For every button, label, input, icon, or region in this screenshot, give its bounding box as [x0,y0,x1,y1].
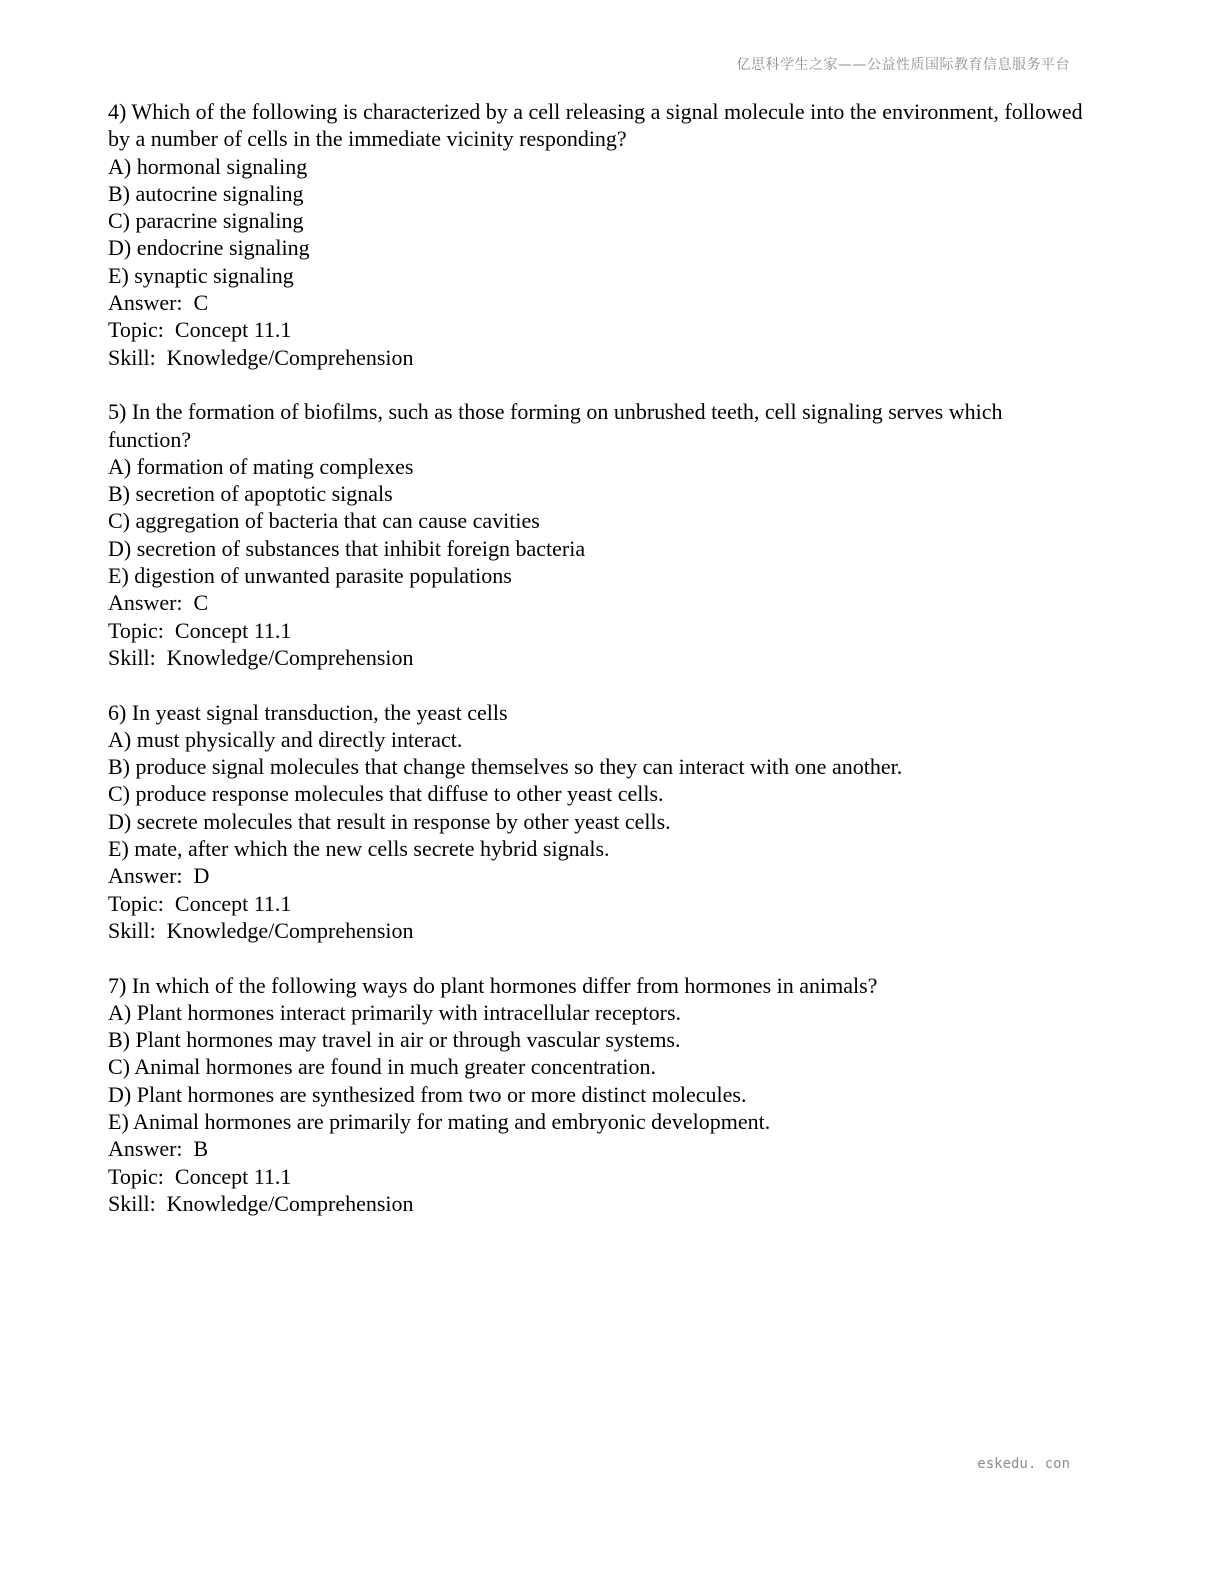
question-6 [108,699,1088,945]
question-7 [108,972,1088,1218]
topic-line: Topic: Concept 11.1 [108,1163,292,1189]
option-a: A) formation of mating complexes [108,453,414,479]
topic-line: Topic: Concept 11.1 [108,617,292,643]
option-c: C) Animal hormones are found in much greater concentration. [108,1054,656,1080]
question-stem: 7) In which of the following ways do plant hormones differ from hormones in animals? [108,972,878,998]
option-a: A) hormonal signaling [108,153,308,179]
option-b: B) produce signal molecules that change themselves so they can interact with one another. [108,754,903,780]
question-list [108,98,1088,1244]
option-e: E) Animal hormones are primarily for mating and embryonic development. [108,1108,771,1134]
option-e: E) mate, after which the new cells secrete hybrid signals. [108,836,610,862]
option-c: C) paracrine signaling [108,208,304,234]
topic-line: Topic: Concept 11.1 [108,890,292,916]
option-e: E) digestion of unwanted parasite populations [108,563,512,589]
topic-line: Topic: Concept 11.1 [108,317,292,343]
option-b: B) secretion of apoptotic signals [108,481,393,507]
skill-line: Skill: Knowledge/Comprehension [108,644,414,670]
option-c: C) aggregation of bacteria that can cause cavities [108,508,540,534]
question-4 [108,98,1088,371]
option-a: A) Plant hormones interact primarily with intracellular receptors. [108,999,682,1025]
question-stem: 4) Which of the following is characterized by a cell releasing a signal molecule into the environment, followed by a number of cells in the immediate vicinity responding? [108,99,1089,152]
option-d: D) secrete molecules that result in response by other yeast cells. [108,808,671,834]
option-d: D) secretion of substances that inhibit foreign bacteria [108,535,586,561]
page-header: 亿思科学生之家——公益性质国际教育信息服务平台 [736,57,1070,73]
option-a: A) must physically and directly interact. [108,726,463,752]
question-5 [108,398,1088,671]
skill-line: Skill: Knowledge/Comprehension [108,344,414,370]
option-b: B) autocrine signaling [108,180,304,206]
skill-line: Skill: Knowledge/Comprehension [108,1190,414,1216]
option-c: C) produce response molecules that diffuse to other yeast cells. [108,781,664,807]
answer-line: Answer: B [108,1136,209,1162]
option-b: B) Plant hormones may travel in air or through vascular systems. [108,1027,681,1053]
option-d: D) endocrine signaling [108,235,310,261]
question-stem: 5) In the formation of biofilms, such as those forming on unbrushed teeth, cell signaling serves which function? [108,399,1008,452]
skill-line: Skill: Knowledge/Comprehension [108,917,414,943]
answer-line: Answer: C [108,590,209,616]
question-stem: 6) In yeast signal transduction, the yeast cells [108,699,508,725]
answer-line: Answer: C [108,290,209,316]
page-footer: eskedu. con [977,1456,1070,1472]
answer-line: Answer: D [108,863,210,889]
option-d: D) Plant hormones are synthesized from two or more distinct molecules. [108,1081,747,1107]
option-e: E) synaptic signaling [108,262,294,288]
